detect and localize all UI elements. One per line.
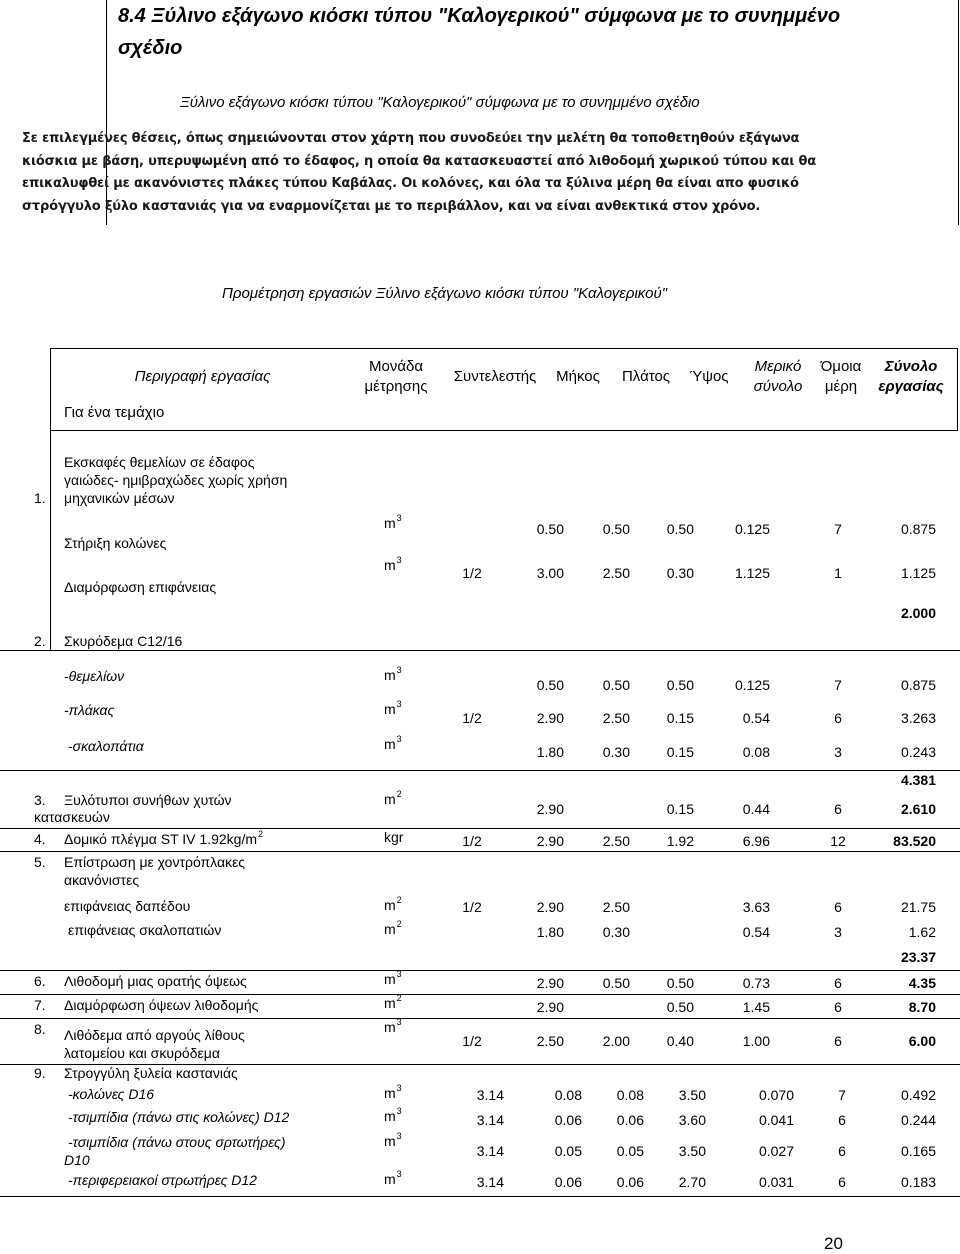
width-cell: 0.30 bbox=[602, 924, 630, 940]
unit-cell bbox=[384, 556, 402, 576]
section-heading-line2: σχέδιο bbox=[118, 37, 183, 59]
partial-cell: 1.00 bbox=[742, 1033, 770, 1049]
similar-cell: 6 bbox=[834, 899, 842, 915]
item-description bbox=[64, 830, 263, 850]
unit-exponent: 3 bbox=[396, 1131, 402, 1141]
total-cell: 0.165 bbox=[900, 1143, 936, 1159]
item-description: Στρογγύλη ξυλεία καστανιάς bbox=[64, 1065, 238, 1081]
unit-symbol: m bbox=[384, 897, 396, 913]
similar-cell: 6 bbox=[834, 710, 842, 726]
similar-cell: 3 bbox=[834, 924, 842, 940]
height-cell: 3.50 bbox=[678, 1143, 706, 1159]
unit-exponent: 2 bbox=[396, 789, 402, 799]
total-cell: 0.243 bbox=[900, 744, 936, 760]
similar-cell: 7 bbox=[838, 1087, 846, 1103]
unit-exponent: 3 bbox=[396, 699, 402, 709]
length-cell: 2.90 bbox=[536, 999, 564, 1015]
length-cell: 2.90 bbox=[536, 899, 564, 915]
length-cell: 1.80 bbox=[536, 744, 564, 760]
item-description: γαιώδες- ημιβραχώδες χωρίς χρήση bbox=[64, 472, 288, 488]
section-2-rule bbox=[0, 650, 960, 651]
unit-symbol: m bbox=[384, 736, 396, 752]
length-cell: 3.00 bbox=[536, 565, 564, 581]
total-cell: 21.75 bbox=[900, 899, 936, 915]
unit-cell bbox=[384, 1107, 402, 1127]
item-number: 6. bbox=[34, 973, 46, 989]
unit-exponent: 3 bbox=[396, 513, 402, 523]
section-4-rule bbox=[0, 828, 960, 829]
section-sum: 23.37 bbox=[900, 949, 936, 965]
width-cell: 0.05 bbox=[616, 1143, 644, 1159]
partial-cell: 0.125 bbox=[734, 521, 770, 537]
similar-cell: 7 bbox=[834, 677, 842, 693]
coefficient-cell: 1/2 bbox=[462, 833, 482, 849]
table-right-rule bbox=[957, 348, 958, 430]
total-cell: 3.263 bbox=[900, 710, 936, 726]
width-cell: 0.30 bbox=[602, 744, 630, 760]
subitem-label: -τσιμπίδια (πάνω στις κολώνες) D12 bbox=[68, 1109, 290, 1125]
unit-cell bbox=[384, 1132, 402, 1152]
partial-cell: 0.125 bbox=[734, 677, 770, 693]
page-number: 20 bbox=[824, 1234, 843, 1253]
total-cell: 83.520 bbox=[893, 833, 936, 849]
section-6-rule bbox=[0, 970, 960, 971]
unit-exponent: 3 bbox=[396, 1017, 402, 1027]
item-number: 1. bbox=[34, 490, 46, 506]
header-similar-parts: Όμοια μέρη bbox=[820, 358, 862, 395]
item-number: 2. bbox=[34, 633, 46, 649]
header-unit: Μονάδα μέτρησης bbox=[364, 358, 428, 395]
width-cell: 0.06 bbox=[616, 1174, 644, 1190]
unit-cell bbox=[384, 896, 402, 916]
unit-cell bbox=[384, 666, 402, 686]
unit-cell bbox=[384, 700, 402, 720]
description-paragraph bbox=[22, 128, 816, 218]
width-cell: 0.50 bbox=[602, 521, 630, 537]
total-cell: 6.00 bbox=[908, 1033, 936, 1049]
unit-exponent: 3 bbox=[396, 1083, 402, 1093]
length-cell: 0.50 bbox=[536, 677, 564, 693]
unit-symbol: m bbox=[384, 995, 396, 1011]
similar-cell: 6 bbox=[834, 975, 842, 991]
height-cell: 2.70 bbox=[678, 1174, 706, 1190]
length-cell: 0.05 bbox=[554, 1143, 582, 1159]
header-work-total: Σύνολο εργασίας bbox=[878, 358, 944, 395]
description-line: κιόσκια με βάση, υπερυψωμένη από το έδαφος, η οποία θα κατασκευαστεί από λιθοδομή χωρικού τύπου και θα bbox=[22, 153, 816, 169]
unit-symbol: m bbox=[384, 1019, 396, 1035]
height-cell: 0.50 bbox=[666, 975, 694, 991]
partial-cell: 0.070 bbox=[758, 1087, 794, 1103]
header-partial-total: Μερικό σύνολο bbox=[753, 358, 803, 395]
length-cell: 0.50 bbox=[536, 521, 564, 537]
total-cell: 1.125 bbox=[900, 565, 936, 581]
section-sum: 4.381 bbox=[900, 772, 936, 788]
unit-symbol: m bbox=[384, 1108, 396, 1124]
width-cell: 0.06 bbox=[616, 1112, 644, 1128]
partial-cell: 6.96 bbox=[742, 833, 770, 849]
length-cell: 2.90 bbox=[536, 833, 564, 849]
section-7-rule bbox=[0, 994, 960, 995]
width-cell: 2.50 bbox=[602, 899, 630, 915]
partial-cell: 0.73 bbox=[742, 975, 770, 991]
partial-cell: 0.031 bbox=[758, 1174, 794, 1190]
coefficient-cell: 3.14 bbox=[476, 1112, 504, 1128]
similar-cell: 3 bbox=[834, 744, 842, 760]
item-description: Σκυρόδεμα C12/16 bbox=[64, 633, 183, 649]
item-description: μηχανικών μέσων bbox=[64, 490, 175, 506]
width-cell: 2.50 bbox=[602, 833, 630, 849]
similar-cell: 6 bbox=[838, 1174, 846, 1190]
unit-cell bbox=[384, 970, 402, 990]
width-cell: 2.50 bbox=[602, 710, 630, 726]
table-top-rule bbox=[50, 348, 958, 349]
unit-exponent: 3 bbox=[396, 555, 402, 565]
item-description: Εκσκαφές θεμελίων σε έδαφος bbox=[64, 454, 255, 470]
coefficient-cell: 1/2 bbox=[462, 565, 482, 581]
similar-cell: 6 bbox=[838, 1112, 846, 1128]
similar-cell: 6 bbox=[834, 801, 842, 817]
coefficient-cell: 1/2 bbox=[462, 710, 482, 726]
partial-cell: 0.08 bbox=[742, 744, 770, 760]
unit-symbol: m bbox=[384, 791, 396, 807]
similar-cell: 6 bbox=[834, 1033, 842, 1049]
unit-symbol: m bbox=[384, 1171, 396, 1187]
header-per-unit: Για ένα τεμάχιο bbox=[64, 404, 165, 421]
unit-symbol: m bbox=[384, 1133, 396, 1149]
unit-symbol: m bbox=[384, 515, 396, 531]
unit-exponent: 3 bbox=[396, 665, 402, 675]
coefficient-cell: 1/2 bbox=[462, 1033, 482, 1049]
unit-exponent: 3 bbox=[396, 1169, 402, 1179]
partial-cell: 1.125 bbox=[734, 565, 770, 581]
section-5-rule bbox=[0, 851, 960, 852]
subitem-label: -τσιμπίδια (πάνω στους σρτωτήρες) bbox=[68, 1134, 286, 1150]
subitem-label: -θεμελίων bbox=[64, 668, 125, 684]
partial-cell: 0.027 bbox=[758, 1143, 794, 1159]
header-frame-right bbox=[958, 0, 959, 225]
total-cell: 8.70 bbox=[908, 999, 936, 1015]
subitem-label: -περιφερειακοί στρωτήρες D12 bbox=[68, 1172, 257, 1188]
item-description: Επίστρωση με χοντρόπλακες bbox=[64, 854, 246, 870]
header-width: Πλάτος bbox=[621, 368, 671, 385]
description-line: επικαλυφθεί με ακανόνιστες πλάκες τύπου Καβάλας. Οι κολόνες, και όλα τα ξύλινα μέρη θα είναι απο φυσικό bbox=[22, 176, 799, 191]
unit-cell bbox=[384, 514, 402, 534]
item-description: κατασκευών bbox=[34, 809, 110, 825]
partial-cell: 0.44 bbox=[742, 801, 770, 817]
section-8-rule bbox=[0, 1018, 960, 1019]
item-number: 9. bbox=[34, 1065, 46, 1081]
item-description: Ξυλότυποι συνήθων χυτών bbox=[64, 792, 232, 808]
width-cell: 0.08 bbox=[616, 1087, 644, 1103]
subitem-label: Διαμόρφωση επιφάνειας bbox=[64, 579, 217, 595]
similar-cell: 12 bbox=[830, 833, 846, 849]
header-coefficient: Συντελεστής bbox=[453, 368, 537, 385]
height-cell: 0.50 bbox=[666, 521, 694, 537]
subitem-label: -κολώνες D16 bbox=[68, 1086, 155, 1102]
height-cell: 0.40 bbox=[666, 1033, 694, 1049]
unit-exponent: 2 bbox=[396, 993, 402, 1003]
total-cell: 4.35 bbox=[908, 975, 936, 991]
item-description: Διαμόρφωση όψεων λιθοδομής bbox=[64, 997, 259, 1013]
subitem-label: επιφάνειας σκαλοπατιών bbox=[68, 922, 222, 938]
table-left-rule bbox=[50, 348, 51, 430]
height-cell: 1.92 bbox=[666, 833, 694, 849]
height-cell: 0.30 bbox=[666, 565, 694, 581]
unit-cell bbox=[384, 1084, 402, 1104]
height-cell: 0.15 bbox=[666, 710, 694, 726]
unit-exponent: 3 bbox=[396, 1106, 402, 1116]
total-cell: 0.492 bbox=[900, 1087, 936, 1103]
coefficient-cell: 3.14 bbox=[476, 1143, 504, 1159]
header-length: Μήκος bbox=[556, 368, 600, 385]
number-column-rule bbox=[50, 430, 51, 650]
table-title: Προμέτρηση εργασιών Ξύλινο εξάγωνο κιόσκι τύπου "Καλογερικού" bbox=[222, 285, 668, 302]
section-heading bbox=[118, 0, 898, 64]
width-cell: 2.50 bbox=[602, 565, 630, 581]
unit-symbol: m bbox=[384, 1085, 396, 1101]
unit-exponent: 3 bbox=[396, 734, 402, 744]
partial-cell: 0.54 bbox=[742, 924, 770, 940]
partial-cell: 1.45 bbox=[742, 999, 770, 1015]
unit-cell bbox=[384, 1018, 402, 1038]
length-cell: 2.90 bbox=[536, 801, 564, 817]
length-cell: 0.06 bbox=[554, 1174, 582, 1190]
partial-cell: 0.041 bbox=[758, 1112, 794, 1128]
item-description-text: Δομικό πλέγμα ST IV 1.92kg/m bbox=[64, 831, 257, 847]
item-number: 4. bbox=[34, 831, 46, 847]
total-cell: 0.244 bbox=[900, 1112, 936, 1128]
header-height: Ύψος bbox=[689, 368, 729, 385]
unit-exponent: 3 bbox=[396, 969, 402, 979]
height-cell: 0.15 bbox=[666, 744, 694, 760]
unit-cell bbox=[384, 994, 402, 1014]
item-description: Λιθοδομή μιας ορατής όψεως bbox=[64, 973, 247, 989]
section-3-rule bbox=[0, 770, 960, 771]
partial-cell: 0.54 bbox=[742, 710, 770, 726]
unit-cell bbox=[384, 1170, 402, 1190]
unit-exponent: 2 bbox=[258, 829, 264, 839]
total-cell: 1.62 bbox=[908, 924, 936, 940]
total-cell: 0.875 bbox=[900, 677, 936, 693]
table-bottom-rule bbox=[0, 1196, 960, 1197]
width-cell: 0.50 bbox=[602, 677, 630, 693]
description-line: στρόγγυλο ξύλο καστανιάς για να εναρμονίζεται με το περιβάλλον, και να είναι ανθεκτικά στον χρόνο. bbox=[22, 198, 761, 214]
coefficient-cell: 1/2 bbox=[462, 899, 482, 915]
unit-cell: kgr bbox=[384, 829, 404, 845]
unit-exponent: 2 bbox=[396, 895, 402, 905]
item-description: ακανόνιστες bbox=[64, 872, 140, 888]
item-number: 3. bbox=[34, 792, 46, 808]
unit-symbol: m bbox=[384, 667, 396, 683]
coefficient-cell: 3.14 bbox=[476, 1087, 504, 1103]
height-cell: 0.15 bbox=[666, 801, 694, 817]
width-cell: 2.00 bbox=[602, 1033, 630, 1049]
total-cell: 2.610 bbox=[900, 801, 936, 817]
length-cell: 2.90 bbox=[536, 710, 564, 726]
item-description: Λιθόδεμα από αργούς λίθους bbox=[64, 1027, 245, 1043]
subitem-label: -πλάκας bbox=[64, 702, 115, 718]
height-cell: 3.60 bbox=[678, 1112, 706, 1128]
length-cell: 1.80 bbox=[536, 924, 564, 940]
header-description: Περιγραφή εργασίας bbox=[134, 368, 271, 385]
similar-cell: 7 bbox=[834, 521, 842, 537]
unit-cell bbox=[384, 735, 402, 755]
height-cell: 0.50 bbox=[666, 677, 694, 693]
subitem-label: Στήριξη κολώνες bbox=[64, 535, 167, 551]
similar-cell: 6 bbox=[838, 1143, 846, 1159]
item-number: 7. bbox=[34, 997, 46, 1013]
table-header-rule bbox=[50, 430, 958, 431]
width-cell: 0.50 bbox=[602, 975, 630, 991]
length-cell: 2.90 bbox=[536, 975, 564, 991]
unit-symbol: m bbox=[384, 921, 396, 937]
unit-symbol: m bbox=[384, 701, 396, 717]
unit-cell bbox=[384, 920, 402, 940]
partial-cell: 3.63 bbox=[742, 899, 770, 915]
height-cell: 3.50 bbox=[678, 1087, 706, 1103]
item-number: 8. bbox=[34, 1021, 46, 1037]
item-number: 5. bbox=[34, 854, 46, 870]
length-cell: 0.08 bbox=[554, 1087, 582, 1103]
height-cell: 0.50 bbox=[666, 999, 694, 1015]
coefficient-cell: 3.14 bbox=[476, 1174, 504, 1190]
total-cell: 0.875 bbox=[900, 521, 936, 537]
unit-cell bbox=[384, 790, 402, 810]
subitem-label: επιφάνειας δαπέδου bbox=[64, 898, 191, 914]
description-line: Σε επιλεγμένες θέσεις, όπως σημειώνονται στον χάρτη που συνοδεύει την μελέτη θα τοποθετηθούν εξάγωνα bbox=[22, 131, 800, 146]
unit-exponent: 2 bbox=[396, 919, 402, 929]
item-description: λατομείου και σκυρόδεμα bbox=[64, 1045, 220, 1061]
subitem-label: D10 bbox=[64, 1152, 90, 1168]
total-cell: 0.183 bbox=[900, 1174, 936, 1190]
subitem-label: -σκαλοπάτια bbox=[68, 738, 144, 754]
length-cell: 0.06 bbox=[554, 1112, 582, 1128]
similar-cell: 6 bbox=[834, 999, 842, 1015]
unit-symbol: m bbox=[384, 557, 396, 573]
unit-symbol: m bbox=[384, 971, 396, 987]
section-subtitle: Ξύλινο εξάγωνο κιόσκι τύπου "Καλογερικού" σύμφωνα με το συνημμένο σχέδιο bbox=[180, 94, 700, 111]
section-sum: 2.000 bbox=[900, 605, 936, 621]
length-cell: 2.50 bbox=[536, 1033, 564, 1049]
section-heading-line1: 8.4 Ξύλινο εξάγωνο κιόσκι τύπου "Καλογερικού" σύμφωνα με το συνημμένο bbox=[118, 5, 841, 27]
similar-cell: 1 bbox=[834, 565, 842, 581]
